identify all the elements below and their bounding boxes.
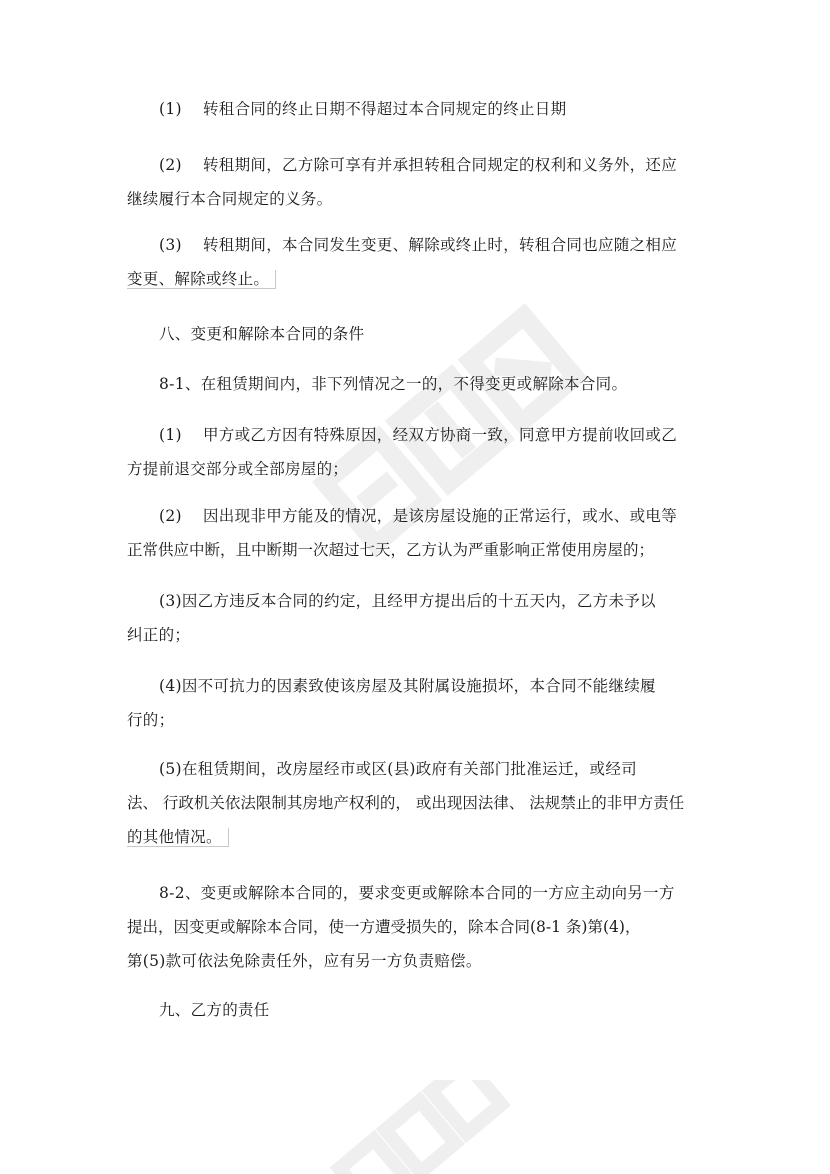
- paragraph-text: 正常供应中断，且中断期一次超过七天，乙方认为严重影响正常使用房屋的；: [127, 541, 655, 559]
- paragraph-text: 因出现非甲方能及的情况，是该房屋设施的正常运行，或水、或电等: [203, 507, 678, 525]
- paragraph-text: 行的；: [127, 711, 175, 729]
- paragraph-text: 第(5)款可依法免除责任外，应有另一方负责赔偿。: [127, 952, 482, 970]
- item-number: (2): [159, 507, 182, 525]
- paragraph-text: 提出，因变更或解除本合同，使一方遭受损失的，除本合同(8-1 条)第(4)，: [127, 918, 641, 936]
- clause-8-1-item-5: [127, 752, 712, 854]
- section-heading-8: [127, 317, 712, 351]
- item-number: (1): [159, 100, 182, 118]
- paragraph-text: 转租期间，本合同发生变更、解除或终止时，转租合同也应随之相应: [203, 236, 678, 254]
- clause-8-1-item-4: [127, 669, 712, 737]
- paragraph-sublease-end-date: [127, 92, 712, 126]
- clause-8-1-item-3: [127, 584, 712, 652]
- clause-8-2: [127, 876, 712, 978]
- heading-text: 八、变更和解除本合同的条件: [159, 325, 365, 343]
- section-heading-9: [127, 993, 712, 1027]
- clause-8-1: [127, 367, 712, 401]
- paragraph-text: 的其他情况。: [127, 828, 229, 847]
- paragraph-text: 转租合同的终止日期不得超过本合同规定的终止日期: [203, 100, 567, 118]
- paragraph-text: 继续履行本合同规定的义务。: [127, 190, 333, 208]
- paragraph-sublease-termination: [127, 228, 712, 296]
- item-number: (2): [159, 156, 182, 174]
- paragraph-text: (3)因乙方违反本合同的约定，且经甲方提出后的十五天内，乙方未予以: [159, 592, 656, 610]
- heading-text: 九、乙方的责任: [159, 1001, 270, 1019]
- paragraph-text: 8-2、变更或解除本合同的，要求变更或解除本合同的一方应主动向另一方: [159, 884, 675, 902]
- paragraph-text: (4)因不可抗力的因素致使该房屋及其附属设施损坏，本合同不能继续履: [159, 677, 656, 695]
- clause-8-1-item-1: [127, 418, 712, 486]
- paragraph-text: 纠正的；: [127, 626, 191, 644]
- watermark-logo-bottom: [330, 1080, 510, 1174]
- clause-8-1-item-2: [127, 499, 712, 567]
- paragraph-text: 甲方或乙方因有特殊原因，经双方协商一致，同意甲方提前收回或乙: [203, 426, 678, 444]
- paragraph-text: 转租期间，乙方除可享有并承担转租合同规定的权利和义务外，还应: [203, 156, 678, 174]
- paragraph-text: 8-1、在租赁期间内，非下列情况之一的，不得变更或解除本合同。: [159, 375, 628, 393]
- paragraph-text: 方提前退交部分或全部房屋的；: [127, 460, 349, 478]
- paragraph-text: 变更、解除或终止。: [127, 270, 276, 289]
- item-number: (1): [159, 426, 182, 444]
- paragraph-text: 法、 行政机关依法限制其房地产权利的， 或出现因法律、 法规禁止的非甲方责任: [127, 794, 685, 812]
- paragraph-text: (5)在租赁期间，改房屋经市或区(县)政府有关部门批准运迁，或经司: [159, 760, 637, 778]
- item-number: (3): [159, 236, 182, 254]
- paragraph-sublease-obligations: [127, 148, 712, 216]
